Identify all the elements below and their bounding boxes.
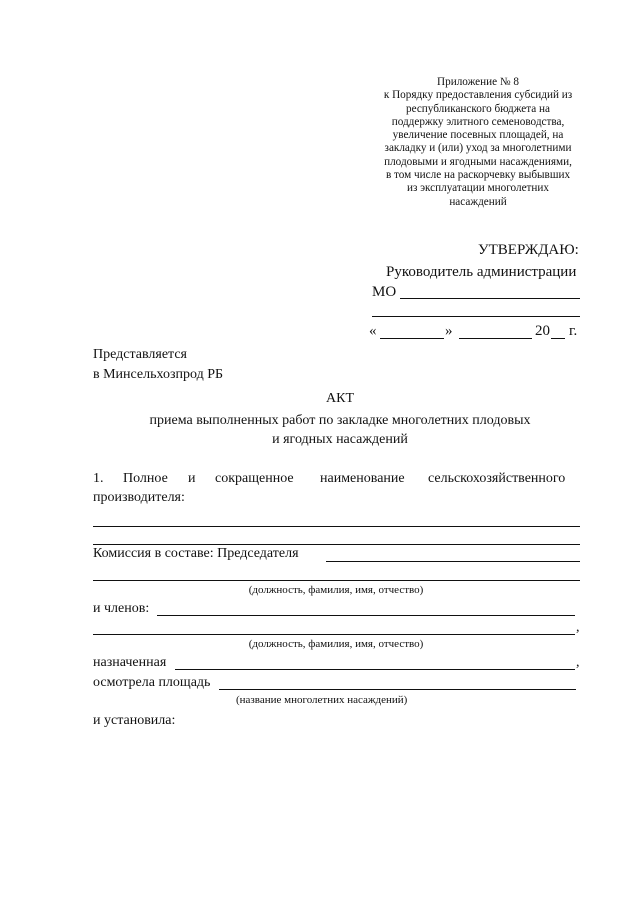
submitted-line-2: в Минсельхозпрод РБ (93, 367, 224, 382)
item1-number: 1. (93, 471, 104, 486)
appendix-line: насаждений (449, 195, 507, 208)
commission-label: Комиссия в составе: Председателя (93, 546, 299, 561)
appendix-reference (350, 76, 606, 209)
members-label: и членов: (93, 601, 150, 616)
members-field[interactable] (157, 615, 575, 616)
comma: , (576, 620, 580, 635)
item1-word: наименование (320, 471, 405, 486)
submitted-line-1: Представляется (93, 347, 187, 362)
appointed-field[interactable] (175, 669, 575, 670)
mo-name-field[interactable] (400, 298, 580, 299)
approval-mo-label: МО (372, 284, 397, 300)
inspected-area-field[interactable] (219, 689, 576, 690)
appendix-line: закладку и (или) уход за многолетними (384, 142, 572, 155)
appendix-line: увеличение посевных площадей, на (392, 129, 564, 142)
inspected-label: осмотрела площадь (93, 675, 211, 690)
appendix-line: Приложение № 8 (437, 76, 519, 88)
comma: , (576, 655, 580, 670)
act-subtitle-line-2: и ягодных насаждений (272, 432, 408, 447)
appendix-line: из эксплуатации многолетних (407, 182, 549, 195)
signature-field[interactable] (372, 316, 580, 317)
established-label: и установила: (93, 713, 176, 728)
members-field-2[interactable] (93, 634, 575, 635)
producer-name-field[interactable] (93, 526, 580, 527)
item1-line-2: производителя: (93, 490, 185, 505)
date-quote-close: » (445, 323, 453, 339)
approval-position: Руководитель администрации (386, 264, 577, 280)
chairman-field[interactable] (326, 561, 580, 562)
date-month-field[interactable] (459, 338, 532, 339)
date-year-field[interactable] (551, 338, 565, 339)
appendix-line: к Порядку предоставления субсидий из (383, 89, 573, 102)
appendix-line: республиканского бюджета на (405, 102, 551, 115)
date-year-prefix: 20 (535, 323, 550, 339)
hint-person-2: (должность, фамилия, имя, отчество) (248, 638, 424, 650)
appendix-line: в том числе на раскорчевку выбывших (385, 169, 571, 182)
date-year-suffix: г. (569, 323, 578, 339)
item1-word: Полное (123, 471, 168, 486)
producer-name-field-2[interactable] (93, 544, 580, 545)
appendix-line: поддержку элитного семеноводства, (391, 115, 565, 128)
act-title: АКТ (326, 391, 354, 406)
date-quote-open: « (369, 323, 377, 339)
item1-word: и (188, 471, 196, 486)
hint-plantation: (название многолетних насаждений) (236, 694, 408, 706)
act-subtitle-line-1: приема выполненных работ по закладке многолетних плодовых (149, 413, 531, 428)
approval-title: УТВЕРЖДАЮ: (478, 242, 579, 258)
item1-word: сельскохозяйственного (428, 471, 566, 486)
hint-person-1: (должность, фамилия, имя, отчество) (248, 584, 424, 596)
appointed-label: назначенная (93, 655, 167, 670)
item1-word: сокращенное (215, 471, 294, 486)
chairman-field-2[interactable] (93, 580, 580, 581)
appendix-line: плодовыми и ягодными насаждениями, (384, 155, 572, 168)
date-day-field[interactable] (380, 338, 444, 339)
